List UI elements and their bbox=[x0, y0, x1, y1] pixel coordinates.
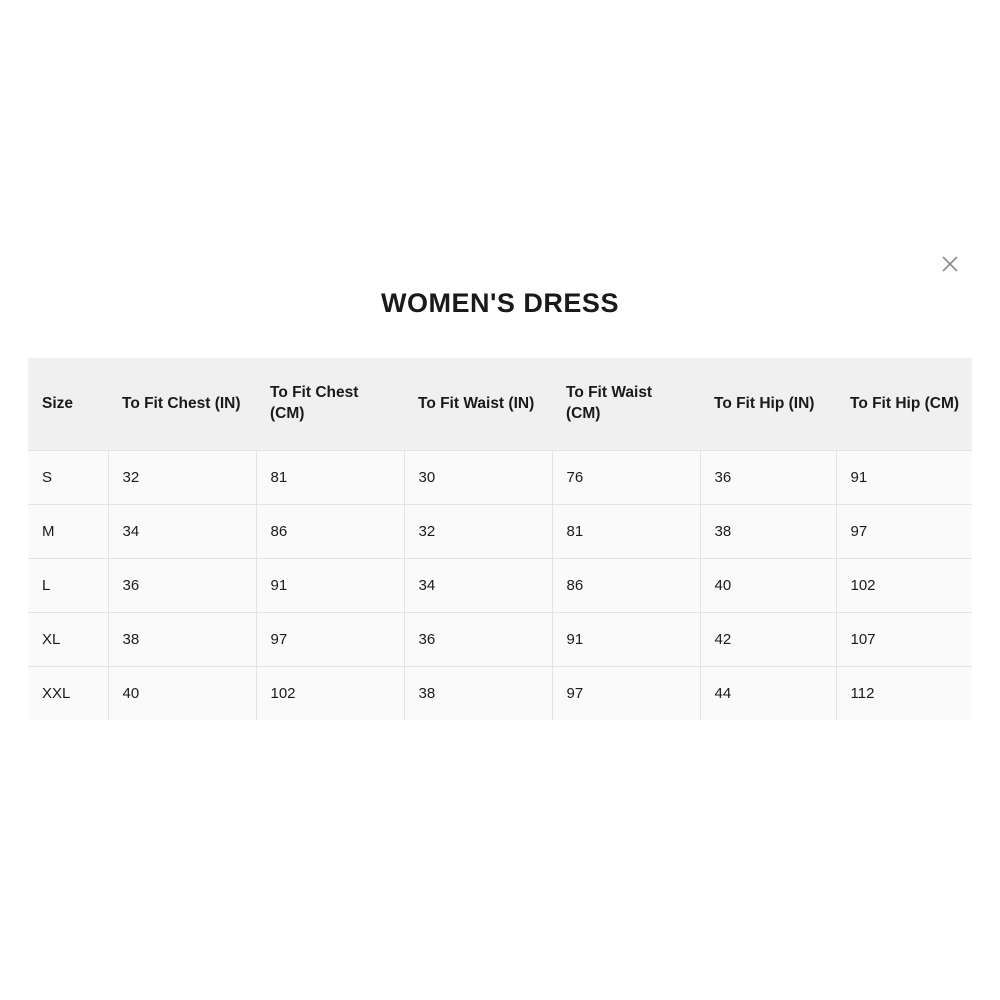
column-header-hip-cm: To Fit Hip (CM) bbox=[836, 358, 972, 450]
table-row bbox=[28, 612, 972, 666]
cell-size: L bbox=[28, 558, 108, 612]
cell-waist-cm: 86 bbox=[552, 558, 700, 612]
cell-waist-cm: 91 bbox=[552, 612, 700, 666]
size-chart-table-container bbox=[28, 358, 972, 720]
cell-waist-in: 38 bbox=[404, 666, 552, 720]
cell-hip-in: 42 bbox=[700, 612, 836, 666]
table-body bbox=[28, 450, 972, 720]
cell-size: M bbox=[28, 504, 108, 558]
cell-size: XXL bbox=[28, 666, 108, 720]
table-row bbox=[28, 450, 972, 504]
column-header-chest-in: To Fit Chest (IN) bbox=[108, 358, 256, 450]
table-row bbox=[28, 504, 972, 558]
cell-waist-cm: 81 bbox=[552, 504, 700, 558]
close-button[interactable] bbox=[932, 246, 968, 282]
cell-waist-in: 30 bbox=[404, 450, 552, 504]
cell-hip-in: 36 bbox=[700, 450, 836, 504]
column-header-waist-cm: To Fit Waist (CM) bbox=[552, 358, 700, 450]
cell-hip-cm: 112 bbox=[836, 666, 972, 720]
page-title: WOMEN'S DRESS bbox=[381, 288, 619, 318]
cell-hip-in: 38 bbox=[700, 504, 836, 558]
cell-chest-cm: 81 bbox=[256, 450, 404, 504]
size-chart-table bbox=[28, 358, 972, 720]
cell-chest-in: 36 bbox=[108, 558, 256, 612]
cell-hip-cm: 97 bbox=[836, 504, 972, 558]
table-header bbox=[28, 358, 972, 450]
cell-waist-in: 32 bbox=[404, 504, 552, 558]
cell-hip-in: 40 bbox=[700, 558, 836, 612]
cell-waist-in: 34 bbox=[404, 558, 552, 612]
cell-chest-in: 40 bbox=[108, 666, 256, 720]
column-header-chest-cm: To Fit Chest (CM) bbox=[256, 358, 404, 450]
cell-hip-cm: 107 bbox=[836, 612, 972, 666]
cell-chest-in: 32 bbox=[108, 450, 256, 504]
cell-chest-cm: 97 bbox=[256, 612, 404, 666]
column-header-waist-in: To Fit Waist (IN) bbox=[404, 358, 552, 450]
table-row bbox=[28, 558, 972, 612]
cell-waist-in: 36 bbox=[404, 612, 552, 666]
cell-hip-cm: 91 bbox=[836, 450, 972, 504]
column-header-size: Size bbox=[28, 358, 108, 450]
cell-waist-cm: 97 bbox=[552, 666, 700, 720]
cell-chest-cm: 91 bbox=[256, 558, 404, 612]
cell-chest-cm: 86 bbox=[256, 504, 404, 558]
cell-chest-cm: 102 bbox=[256, 666, 404, 720]
cell-size: XL bbox=[28, 612, 108, 666]
cell-hip-cm: 102 bbox=[836, 558, 972, 612]
cell-size: S bbox=[28, 450, 108, 504]
cell-waist-cm: 76 bbox=[552, 450, 700, 504]
cell-hip-in: 44 bbox=[700, 666, 836, 720]
cell-chest-in: 34 bbox=[108, 504, 256, 558]
column-header-hip-in: To Fit Hip (IN) bbox=[700, 358, 836, 450]
cell-chest-in: 38 bbox=[108, 612, 256, 666]
table-row bbox=[28, 666, 972, 720]
close-icon bbox=[932, 246, 968, 282]
table-header-row bbox=[28, 358, 972, 450]
